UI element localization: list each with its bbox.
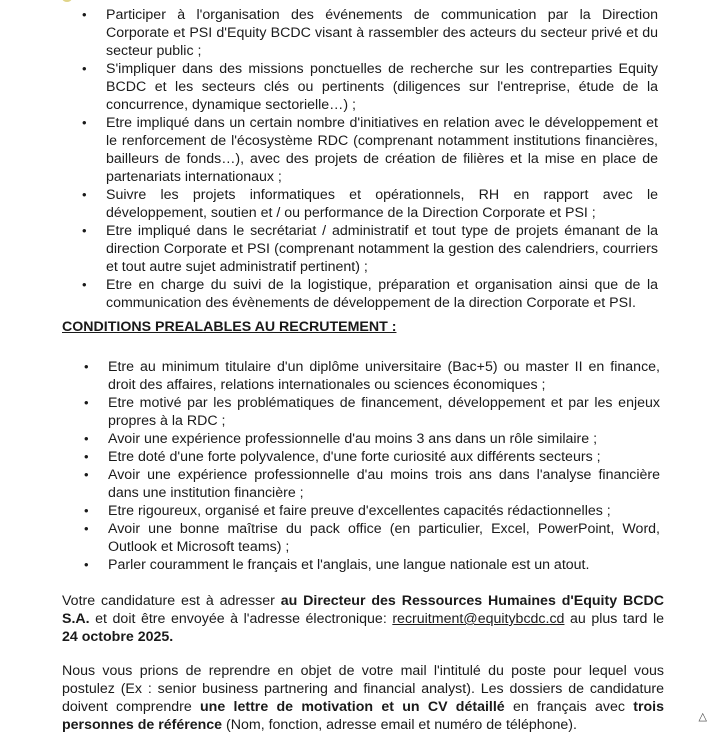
list-item: • Etre en charge du suivi de la logistique, préparation et organisation ainsi que de la communication des évènements de développement de la direction Corporate et PSI. (106, 276, 658, 312)
text-segment: au plus tard le (564, 611, 664, 627)
conditions-heading: CONDITIONS PREALABLES AU RECRUTEMENT : (62, 319, 397, 335)
text-segment: et doit être envoyée à l'adresse électronique: (89, 611, 393, 627)
list-item: • Etre rigoureux, organisé et faire preuve d'excellentes capacités rédactionnelles ; (108, 502, 660, 520)
email-link[interactable]: recruitment@equitybcdc.cd (392, 611, 565, 627)
application-paragraph (62, 592, 664, 646)
deadline-text: 24 octobre 2025. (62, 629, 174, 645)
list-item: • Participer à l'organisation des événements de communication par la Direction Corporate et PSI d'Equity BCDC visant à rassembler des acteurs du secteur privé et du secteur public ; (106, 6, 658, 60)
list-item: • Parler couramment le français et l'anglais, une langue nationale est un atout. (108, 556, 660, 574)
highlight-mark (62, 0, 72, 2)
list-item: • Avoir une expérience professionnelle d'au moins trois ans dans l'analyse financière dans une institution financière ; (108, 466, 660, 502)
list-item: • Avoir une bonne maîtrise du pack office (en particulier, Excel, PowerPoint, Word, Outlook et Microsoft teams) ; (108, 520, 660, 556)
list-item: • Etre impliqué dans un certain nombre d'initiatives en relation avec le développement et le renforcement de l'écosystème RDC (comprenant notamment institutions financières, bailleurs de fonds…), avec des projets de création de filières et la mise en place de partenariats internationaux ; (106, 114, 658, 186)
references-text: trois personnes de référence (62, 699, 664, 733)
list-item: • Etre doté d'une forte polyvalence, d'une forte curiosité aux différents secteurs ; (108, 448, 660, 466)
text-segment: Nous vous prions de reprendre en objet de votre mail l'intitulé du poste pour lequel vous postulez (Ex : senior business partnering and financial analyst). Les dossiers de candidature doivent comprendre (62, 663, 664, 715)
scan-mark: △ (698, 711, 707, 723)
list-item: • Etre au minimum titulaire d'un diplôme universitaire (Bac+5) ou master II en finance, droit des affaires, relations internationales ou sciences économiques ; (108, 358, 660, 394)
list-item: • Suivre les projets informatiques et opérationnels, RH en rapport avec le développement, soutien et / ou performance de la Direction Corporate et PSI ; (106, 186, 658, 222)
missions-list (106, 6, 658, 312)
documents-text: une lettre de motivation et un CV détaillé (200, 699, 505, 715)
list-item: • Avoir une expérience professionnelle d'au moins 3 ans dans un rôle similaire ; (108, 430, 660, 448)
list-item: • Etre motivé par les problématiques de financement, développement et par les enjeux propres à la RDC ; (108, 394, 660, 430)
instructions-paragraph (62, 662, 664, 734)
text-segment: Votre candidature est à adresser (62, 593, 281, 609)
recipient-text: au Directeur des Ressources Humaines d'Equity BCDC S.A. (62, 593, 664, 627)
list-item: • S'impliquer dans des missions ponctuelles de recherche sur les contreparties Equity BCDC et les secteurs clés ou pertinents (diligences sur l'entreprise, étude de la concurrence, dynamique sectorielle…) ; (106, 60, 658, 114)
text-segment: (Nom, fonction, adresse email et numéro de téléphone). (222, 717, 577, 733)
text-segment: en français avec (504, 699, 634, 715)
conditions-list (108, 358, 660, 574)
list-item: • Etre impliqué dans le secrétariat / administratif et tout type de projets émanant de la direction Corporate et PSI (comprenant notamment la gestion des calendriers, courriers et tout autre sujet administratif pertinent) ; (106, 222, 658, 276)
